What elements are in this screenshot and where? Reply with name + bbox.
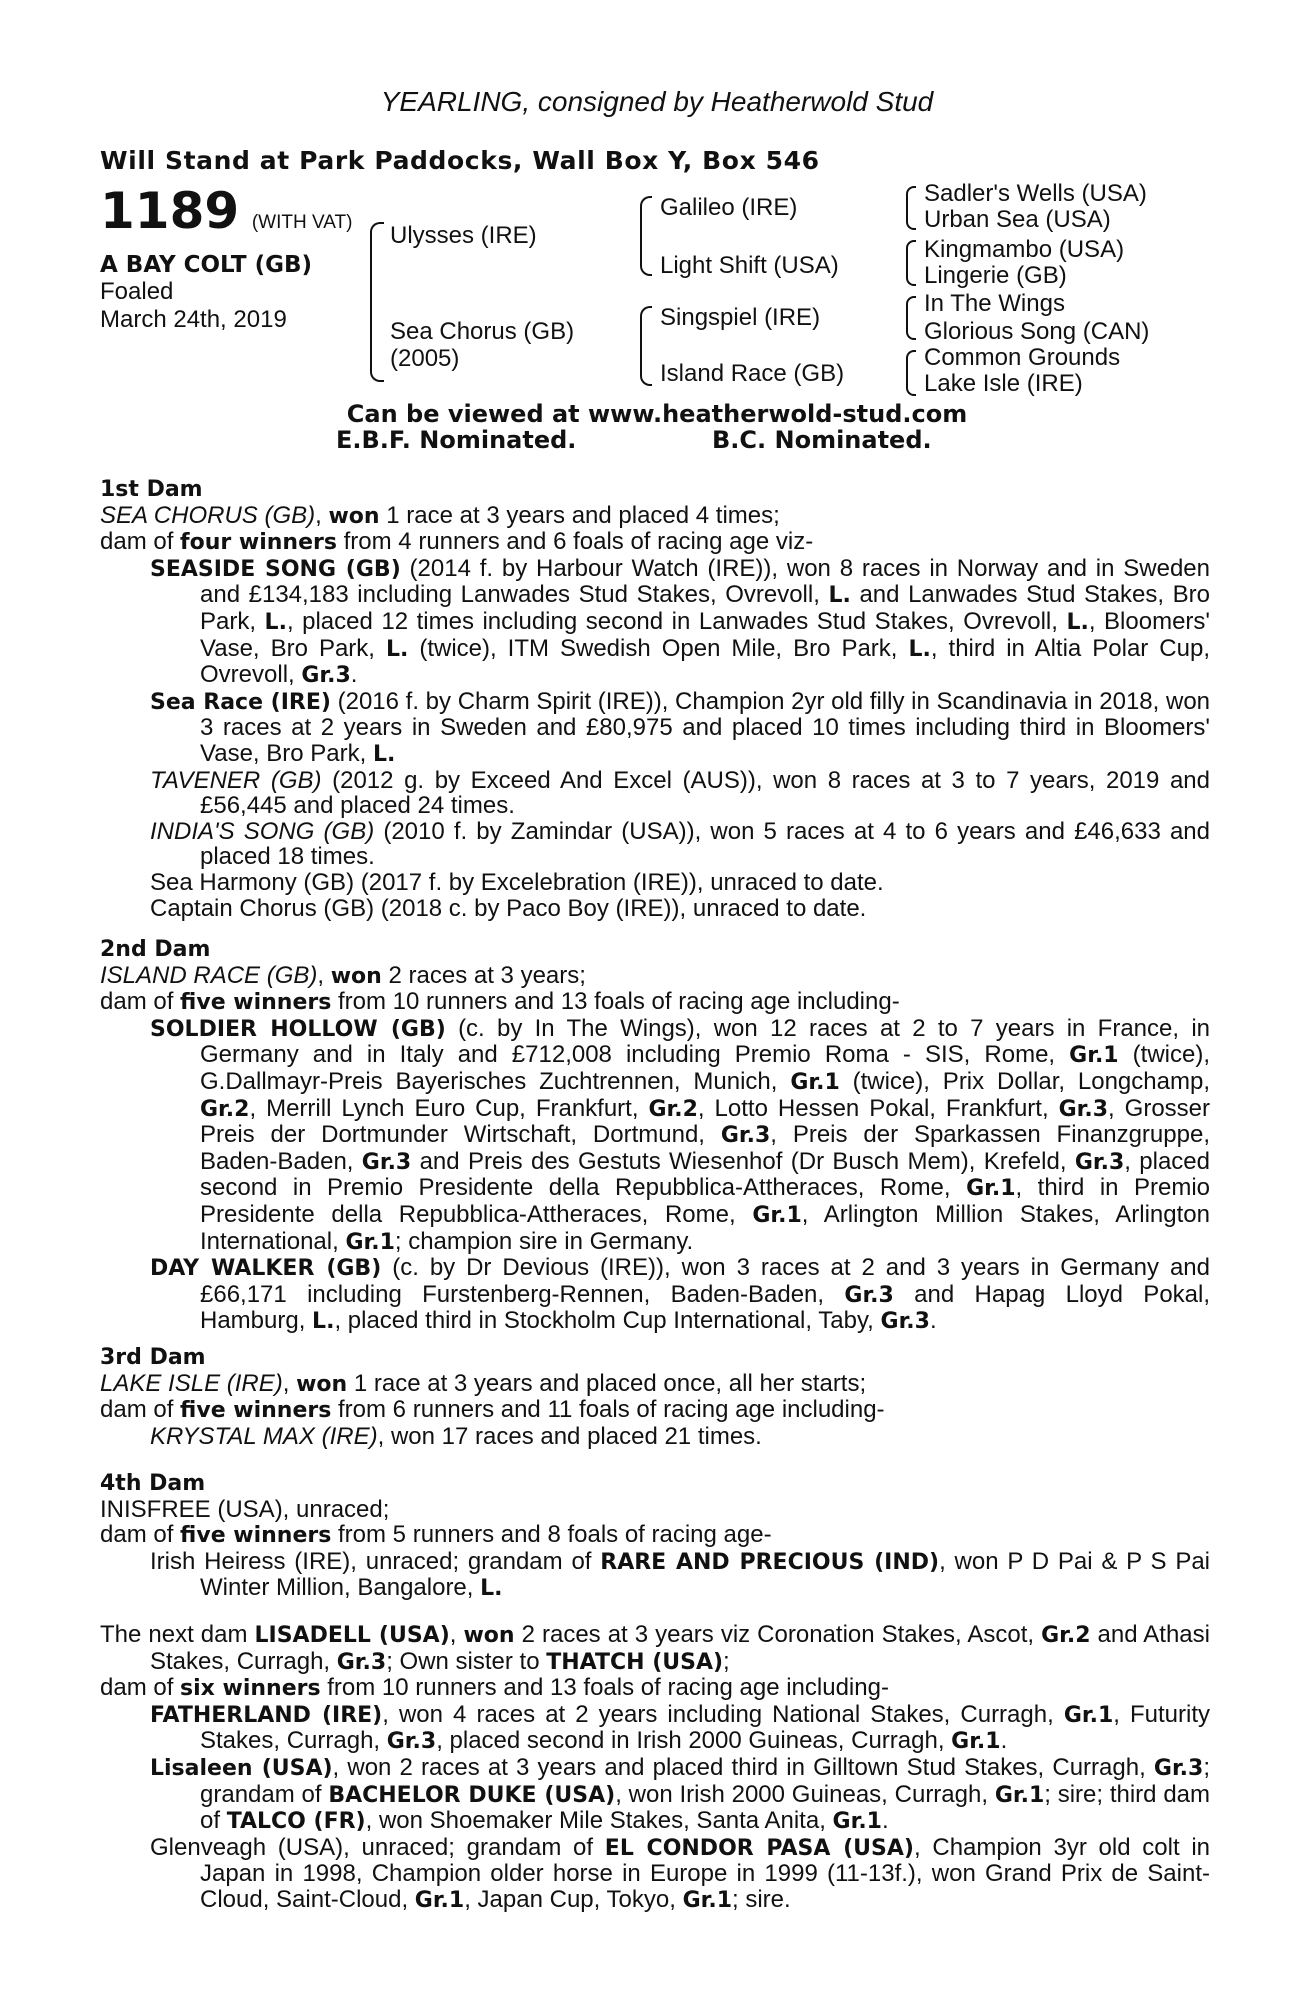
progeny-sea-race: Sea Race (IRE) (2016 f. by Charm Spirit (IRE)), Champion 2yr old filly in Scandinavia in 2018, won 3 races at 2 years in Sweden and £80,975 and placed 10 times including third in Bloomers' Vase, Bro Park, L. [150,687,1211,767]
next-dam-name: LISADELL (USA) [254,1623,450,1648]
fourth-dam-heading: 4th Dam [100,1471,206,1496]
foaled-label: Foaled [100,278,174,305]
progeny-name: Sea Race (IRE) [150,689,331,715]
progeny-lisaleen: Lisaleen (USA), won 2 races at 3 years and placed third in Gilltown Stud Stakes, Curragh, Gr.3; grandam of BACHELOR DUKE (USA), won Irish 2000 Guineas, Curragh, Gr.1; sire; third dam of TALCO (FR), won Shoemaker Mile Stakes, Santa Anita, Gr.1. [150,1753,1211,1835]
first-dam-heading: 1st Dam [100,477,203,502]
vat-note: (WITH VAT) [251,212,353,233]
pedigree-g5: In The Wings [924,290,1065,317]
progeny-soldier-hollow: SOLDIER HOLLOW (GB) (c. by In The Wings), won 12 races at 2 to 7 years in France, in Germany and in Italy and £712,008 including Premio Roma - SIS, Rome, Gr.1 (twice), G.Dallmayr-Preis Bayerisches Zuchtrennen, Munich, Gr.1 (twice), Prix Dollar, Longchamp, Gr.2, Merrill Lynch Euro Cup, Frankfurt, Gr.2, Lotto Hessen Pokal, Frankfurt, Gr.3, Grosser Preis der Dortmunder Wirtschaft, Dortmund, Gr.3, Preis der Sparkassen Finanzgruppe, Baden-Baden, Gr.3 and Preis des Gestuts Wiesenhof (Dr Busch Mem), Krefeld, Gr.3, placed second in Premio Presidente della Repubblica-Attheraces, Rome, Gr.1, third in Premio Presidente della Repubblica-Attheraces, Rome, Gr.1, Arlington Million Stakes, Arlington International, Gr.1; champion sire in Germany. [150,1014,1211,1255]
g-brace-1 [906,186,916,230]
foaled-date: March 24th, 2019 [100,306,287,333]
progeny-day-walker: DAY WALKER (GB) (c. by Dr Devious (IRE)), won 3 races at 2 and 3 years in Germany and £66,171 including Furstenberg-Rennen, Baden-Baden, Gr.3 and Hapag Lloyd Pokal, Hamburg, L., placed third in Stockholm Cup International, Taby, Gr.3. [150,1254,1211,1335]
first-dam-name: SEA CHORUS (GB) [100,501,316,529]
second-dam-name: ISLAND RACE (GB) [100,961,318,989]
progeny-name: DAY WALKER (GB) [150,1256,382,1282]
pedigree-dam-dam: Island Race (GB) [660,360,845,387]
won-label: won [328,503,380,529]
progeny-glenveagh: Glenveagh (USA), unraced; grandam of EL CONDOR PASA (USA), Champion 3yr old colt in Japan in 1998, Champion older horse in Europe in 1999 (11-13f.), won Grand Prix de Saint-Cloud, Saint-Cloud, Gr.1, Japan Cup, Tokyo, Gr.1; sire. [150,1833,1211,1913]
viewing-note: Can be viewed at www.heatherwold-stud.com [346,400,968,428]
g-brace-3 [906,296,916,340]
pedigree-g1: Sadler's Wells (USA) [924,180,1147,207]
lot-number-line [100,182,352,240]
first-dam-section: 1st Dam SEA CHORUS (GB), won 1 race at 3 years and placed 4 times; dam of four winners from 4 runners and 6 foals of racing age viz- SEASIDE SONG (GB) (2014 f. by Harbour Watch (IRE)), won 8 races in Norway and in Sweden and £134,183 including Lanwades Stud Stakes, Ovrevoll, L. and Lanwades Stud Stakes, Bro Park, L., placed 12 times including second in Lanwades Stud Stakes, Ovrevoll, L., Bloomers' Vase, Bro Park, L. (twice), ITM Swedish Open Mile, Bro Park, L., third in Altia Polar Cup, Ovrevoll, Gr.3. Sea Race (IRE) (2016 f. by Charm Spirit (IRE)), Champion 2yr old filly in Scandinavia in 2018, won 3 races at 2 years in Sweden and £80,975 and placed 10 times including third in Bloomers' Vase, Bro Park, L. TAVENER (GB) (2012 g. by Exceed And Excel (AUS)), won 8 races at 3 to 7 years, 2019 and £56,445 and placed 24 times. INDIA'S SONG (GB) (2010 f. by Zamindar (USA)), won 5 races at 4 to 6 years and £46,633 and placed 18 times. Sea Harmony (GB) (2017 f. by Excelebration (IRE)), unraced to date. Captain Chorus (GB) (2018 c. by Paco Boy (IRE)), unraced to date. [100,477,1211,922]
progeny-name: FATHERLAND (IRE) [150,1702,383,1728]
third-dam-heading: 3rd Dam [100,1345,206,1370]
lot-number: 1189 [100,182,240,240]
third-dam-name: LAKE ISLE (IRE) [100,1369,283,1397]
granddam-brace [640,306,652,386]
pedigree-dam-sire: Singspiel (IRE) [660,304,821,331]
progeny-irish-heiress: Irish Heiress (IRE), unraced; grandam of RARE AND PRECIOUS (IND), won P D Pai & P S Pai Winter Million, Bangalore, L. [150,1547,1211,1602]
progeny-name: SOLDIER HOLLOW (GB) [150,1016,446,1042]
second-dam-record: 2 races at 3 years; [381,961,586,989]
won-label: won [296,1371,348,1397]
progeny-captain-chorus: Captain Chorus (GB) (2018 c. by Paco Boy (IRE)), unraced to date. [150,894,867,922]
winners-count: four winners [180,530,337,556]
pedigree-sire-dam: Light Shift (USA) [660,252,839,279]
pedigree-g4: Lingerie (GB) [924,262,1067,289]
progeny-krystal-max: KRYSTAL MAX (IRE), won 17 races and placed 21 times. [150,1422,762,1450]
pedigree-sire-sire: Galileo (IRE) [660,194,798,221]
winners-count: five winners [180,990,332,1016]
g-brace-2 [906,240,916,286]
bc-note: B.C. Nominated. [712,426,932,454]
second-dam-heading: 2nd Dam [100,937,211,962]
sire-brace [370,222,384,382]
pedigree-dam: Sea Chorus (GB) [390,318,575,345]
grandsire-brace [640,196,652,276]
second-dam-section: 2nd Dam ISLAND RACE (GB), won 2 races at 3 years; dam of five winners from 10 runners and 13 foals of racing age including- SOLDIER HOLLOW (GB) (c. by In The Wings), won 12 races at 2 to 7 years in France, in Germany and in Italy and £712,008 including Premio Roma - SIS, Rome, Gr.1 (twice), G.Dallmayr-Preis Bayerisches Zuchtrennen, Munich, Gr.1 (twice), Prix Dollar, Longchamp, Gr.2, Merrill Lynch Euro Cup, Frankfurt, Gr.2, Lotto Hessen Pokal, Frankfurt, Gr.3, Grosser Preis der Dortmunder Wirtschaft, Dortmund, Gr.3, Preis der Sparkassen Finanzgruppe, Baden-Baden, Gr.3 and Preis des Gestuts Wiesenhof (Dr Busch Mem), Krefeld, Gr.3, placed second in Premio Presidente della Repubblica-Attheraces, Rome, Gr.1, third in Premio Presidente della Repubblica-Attheraces, Rome, Gr.1, Arlington Million Stakes, Arlington International, Gr.1; champion sire in Germany. DAY WALKER (GB) (c. by Dr Devious (IRE)), won 3 races at 2 and 3 years in Germany and £66,171 including Furstenberg-Rennen, Baden-Baden, Gr.3 and Hapag Lloyd Pokal, Hamburg, L., placed third in Stockholm Cup International, Taby, Gr.3. [100,937,1211,1335]
pedigree-sire: Ulysses (IRE) [390,222,537,249]
progeny-name: TAVENER (GB) [150,766,322,794]
ebf-note: E.B.F. Nominated. [336,426,577,454]
first-dam-record: 1 race at 3 years and placed 4 times; [379,501,780,529]
progeny-seaside-song: SEASIDE SONG (GB) (2014 f. by Harbour Watch (IRE)), won 8 races in Norway and in Sweden and £134,183 including Lanwades Stud Stakes, Ovrevoll, L. and Lanwades Stud Stakes, Bro Park, L., placed 12 times including second in Lanwades Stud Stakes, Ovrevoll, L., Bloomers' Vase, Bro Park, L. (twice), ITM Swedish Open Mile, Bro Park, L., third in Altia Polar Cup, Ovrevoll, Gr.3. [150,554,1211,689]
winners-count: five winners [180,1523,332,1549]
fourth-dam-name: INISFREE (USA), unraced; [100,1495,390,1523]
pedigree-dam-year: (2005) [390,345,460,372]
progeny-tavener: TAVENER (GB) (2012 g. by Exceed And Excel (AUS)), won 8 races at 3 to 7 years, 2019 and £56,445 and placed 24 times. [150,766,1211,820]
consignment-title: YEARLING, consigned by Heatherwold Stud [380,86,934,117]
fourth-dam-section: 4th Dam INISFREE (USA), unraced; dam of five winners from 5 runners and 8 foals of racing age- Irish Heiress (IRE), unraced; grandam of RARE AND PRECIOUS (IND), won P D Pai & P S Pai Winter Million, Bangalore, L. [100,1471,1211,1602]
winners-count: six winners [180,1676,321,1702]
next-dam-section: The next dam LISADELL (USA), won 2 races at 3 years viz Coronation Stakes, Ascot, Gr.2 and Athasi Stakes, Curragh, Gr.3; Own sister to THATCH (USA); dam of six winners from 10 runners and 13 foals of racing age including- FATHERLAND (IRE), won 4 races at 2 years including National Stakes, Curragh, Gr.1, Futurity Stakes, Curragh, Gr.3, placed second in Irish 2000 Guineas, Curragh, Gr.1. Lisaleen (USA), won 2 races at 3 years and placed third in Gilltown Stud Stakes, Curragh, Gr.3; grandam of BACHELOR DUKE (USA), won Irish 2000 Guineas, Curragh, Gr.1; sire; third dam of TALCO (FR), won Shoemaker Mile Stakes, Santa Anita, Gr.1. Glenveagh (USA), unraced; grandam of EL CONDOR PASA (USA), Champion 3yr old colt in Japan in 1998, Champion older horse in Europe in 1999 (11-13f.), won Grand Prix de Saint-Cloud, Saint-Cloud, Gr.1, Japan Cup, Tokyo, Gr.1; sire. [100,1621,1211,1913]
won-label: won [330,963,382,989]
progeny-name: KRYSTAL MAX (IRE) [150,1422,378,1450]
progeny-indias-song: INDIA'S SONG (GB) (2010 f. by Zamindar (USA)), won 5 races at 4 to 6 years and £46,633 and placed 18 times. [150,817,1210,871]
third-dam-section: 3rd Dam LAKE ISLE (IRE), won 1 race at 3 years and placed once, all her starts; dam of five winners from 6 runners and 11 foals of racing age including- KRYSTAL MAX (IRE), won 17 races and placed 21 times. [100,1344,1210,1449]
horse-description: A BAY COLT (GB) [100,252,313,278]
runners-text: from 4 runners and 6 foals of racing age viz- [336,528,814,556]
pedigree-g2: Urban Sea (USA) [924,206,1111,233]
progeny-name: Lisaleen (USA) [150,1755,333,1781]
pedigree-g7: Common Grounds [924,344,1121,371]
dam-of-text: dam of [100,528,181,556]
pedigree-g6: Glorious Song (CAN) [924,318,1150,345]
progeny-name: INDIA'S SONG (GB) [150,817,375,845]
pedigree-g8: Lake Isle (IRE) [924,370,1083,397]
winners-count: five winners [180,1398,332,1424]
g-brace-4 [906,350,916,396]
progeny-fatherland: FATHERLAND (IRE), won 4 races at 2 years including National Stakes, Curragh, Gr.1, Futurity Stakes, Curragh, Gr.3, placed second in Irish 2000 Guineas, Curragh, Gr.1. [150,1700,1211,1755]
stand-location: Will Stand at Park Paddocks, Wall Box Y, Box 546 [100,146,820,175]
progeny-sea-harmony: Sea Harmony (GB) (2017 f. by Excelebration (IRE)), unraced to date. [150,868,884,896]
progeny-name: SEASIDE SONG (GB) [150,556,401,582]
pedigree-g3: Kingmambo (USA) [924,236,1125,263]
